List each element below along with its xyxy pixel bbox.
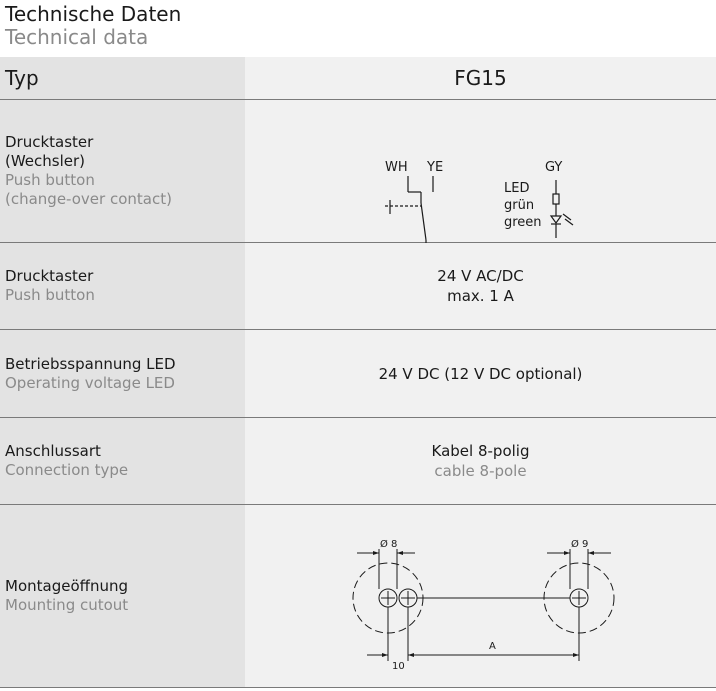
wire-ye-label: YE (427, 159, 444, 175)
row-label-cell (0, 505, 245, 687)
row-label-german: Montageöffnung (5, 577, 129, 595)
row-value-cell (245, 100, 716, 242)
header-value: FG15 (454, 66, 507, 90)
dim-arrow (588, 551, 594, 555)
dim-arrow (373, 551, 379, 555)
dim-arrow (382, 653, 388, 657)
table-row (0, 505, 716, 688)
dim-a-label: A (489, 640, 496, 652)
dim-arrow (564, 551, 570, 555)
row-value-cell (245, 505, 716, 687)
table-row (0, 243, 716, 330)
wiring-diagram (245, 100, 716, 243)
row-label-english: Connection type (5, 461, 129, 479)
wire-gy-label: GY (545, 159, 563, 175)
row-label-german: Anschlussart (5, 442, 101, 460)
row-label-german-sub: (Wechsler) (5, 152, 86, 170)
row-label-english: Operating voltage LED (5, 373, 175, 392)
led-resistor (553, 194, 559, 204)
led-ray-2 (565, 219, 573, 225)
switch-lever (421, 203, 426, 240)
row-label-english: Mounting cutout (5, 596, 129, 614)
header-value-cell (245, 57, 716, 99)
row-label-english: Push button (5, 171, 95, 189)
connection-english: cable 8-pole (434, 462, 527, 480)
title-german: Technische Daten (5, 2, 182, 26)
connection-german: Kabel 8-polig (431, 442, 530, 460)
led-label: LED (504, 180, 530, 196)
row-label-english-sub: (change-over contact) (5, 190, 172, 208)
row-value-cell (245, 330, 716, 417)
dim-arrow (397, 551, 403, 555)
led-color-german: grün (504, 197, 535, 213)
led-ray-1 (563, 214, 571, 220)
wire-wh-label: WH (385, 159, 408, 175)
led-diode-symbol (551, 216, 561, 223)
led-voltage: 24 V DC (12 V DC optional) (378, 364, 583, 383)
table-row (0, 418, 716, 505)
dim-bottom-label: 10 (392, 660, 405, 672)
led-color-english: green (504, 214, 542, 230)
switching-current: max. 1 A (447, 287, 514, 305)
table-row (0, 330, 716, 418)
page-title (5, 2, 181, 48)
row-label-cell (0, 418, 245, 504)
row-label-cell (0, 243, 245, 329)
row-label-german: Betriebsspannung LED (5, 354, 176, 373)
table-row (0, 100, 716, 243)
row-label-english: Push button (5, 286, 95, 304)
dim-arrow (408, 653, 414, 657)
table-header-row (0, 57, 716, 100)
title-english: Technical data (5, 25, 149, 49)
row-label-cell (0, 330, 245, 417)
row-value-cell (245, 243, 716, 329)
spec-table (0, 57, 716, 688)
dim-left-label: Ø 8 (380, 538, 398, 550)
switching-voltage: 24 V AC/DC (437, 267, 524, 285)
dim-arrow (573, 653, 579, 657)
row-label-german: Drucktaster (5, 133, 94, 151)
mounting-drawing (245, 505, 716, 688)
header-label-cell (0, 57, 245, 99)
row-label-cell (0, 100, 245, 242)
dim-right-label: Ø 9 (571, 538, 589, 550)
row-label-german: Drucktaster (5, 267, 94, 285)
row-value-cell (245, 418, 716, 504)
header-label: Typ (5, 65, 39, 90)
